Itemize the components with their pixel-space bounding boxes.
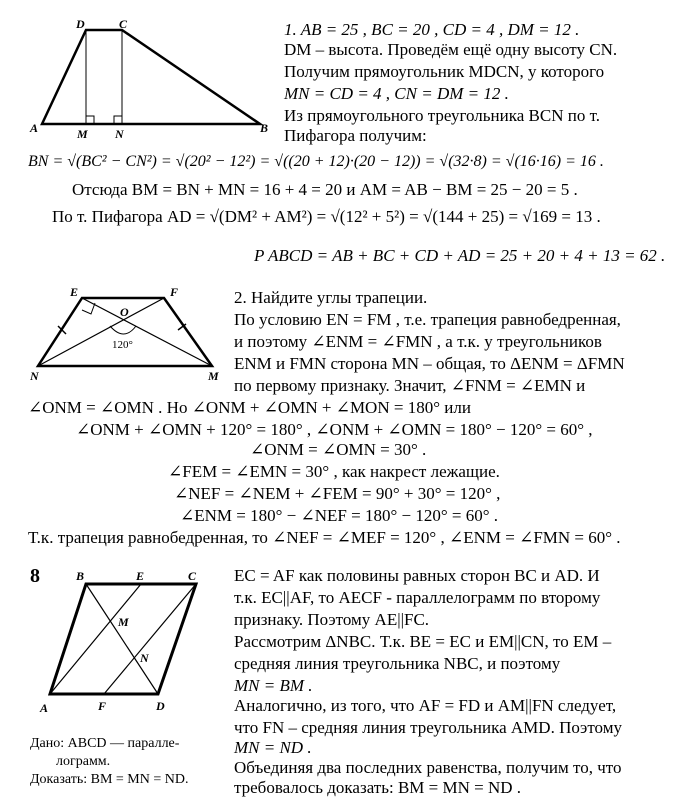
p1-line-3: Получим прямоугольник MDCN, у которого	[284, 62, 605, 81]
p2-line-2: По условию EN = FM , т.е. трапеция равнобедренная,	[234, 310, 621, 329]
p1-line-5: Из прямоугольного треугольника BCN по т.	[284, 106, 600, 125]
p2-line-6: ∠ONM = ∠OMN . Но ∠ONM + ∠OMN + ∠MON = 180° или	[28, 398, 471, 417]
label-b: B	[260, 121, 269, 135]
p8-line-3: признаку. Поэтому AE||FC.	[234, 610, 430, 629]
label-d8: D	[156, 699, 165, 713]
p8-line-8: что FN – средняя линия треугольника AMD. Поэтому	[234, 718, 622, 737]
label-f8: F	[98, 699, 107, 713]
label-e: E	[70, 286, 79, 299]
p8-line-7: Аналогично, из того, что AF = FD и AM||FN следует,	[234, 696, 617, 715]
label-o: O	[120, 305, 129, 319]
label-n2: N	[30, 369, 39, 383]
p2-line-1: 2. Найдите углы трапеции.	[234, 288, 428, 307]
p8-line-5: средняя линия треугольника NBC, и поэтому	[234, 654, 561, 673]
p1-line-9: По т. Пифагора AD = √(DM² + AM²) = √(12² + 5²) = √(144 + 25) = √169 = 13 .	[52, 207, 601, 226]
label-m8: M	[118, 615, 129, 629]
p2-line-4: ENM и FMN сторона MN – общая, то ΔENM = ΔFMN	[234, 354, 625, 373]
p8-line-11: требовалось доказать: BM = MN = ND .	[234, 778, 522, 797]
p1-line-7: BN = √(BC² − CN²) = √(20² − 12²) = √((20 + 12)·(20 − 12)) = √(32·8) = √(16·16) = 16 .	[28, 153, 604, 170]
label-d: D	[76, 17, 85, 31]
p8-line-6: MN = BM .	[234, 676, 313, 695]
label-m2: M	[208, 369, 219, 383]
p2-line-3: и поэтому ∠ENM = ∠FMN , а т.к. у треугольников	[234, 332, 602, 351]
label-f: F	[170, 286, 179, 299]
p2-line-7: ∠ONM + ∠OMN + 120° = 180° , ∠ONM + ∠OMN = 180° − 120° = 60° ,	[76, 420, 593, 439]
p1-line-1: 1. AB = 25 , BC = 20 , CD = 4 , DM = 12 .	[284, 20, 580, 39]
p2-line-5: по первому признаку. Значит, ∠FNM = ∠EMN и	[234, 376, 586, 395]
label-n8: N	[140, 651, 149, 665]
p8-line-2: т.к. EC||AF, то AECF - параллелограмм по второму	[234, 588, 601, 607]
p2-line-8: ∠ONM = ∠OMN = 30° .	[250, 440, 427, 459]
p8-line-1: EC = AF как половины равных сторон BC и AD. И	[234, 566, 600, 585]
p2-line-9: ∠FEM = ∠EMN = 30° , как накрест лежащие.	[168, 462, 500, 481]
label-c: C	[119, 17, 128, 31]
given-line-2: лограмм.	[56, 754, 111, 769]
p1-perimeter: P ABCD = AB + BC + CD + AD = 25 + 20 + 4 + 13 = 62 .	[254, 246, 666, 265]
label-b8: B	[76, 569, 85, 583]
p1-line-2: DM – высота. Проведём ещё одну высоту CN.	[284, 40, 618, 59]
label-c8: C	[188, 569, 197, 583]
label-e8: E	[136, 569, 145, 583]
p1-line-6: Пифагора получим:	[284, 126, 427, 145]
prove-line: Доказать: BM = MN = ND.	[30, 772, 189, 787]
p2-line-10: ∠NEF = ∠NEM + ∠FEM = 90° + 30° = 120° ,	[174, 484, 501, 503]
p2-line-12: Т.к. трапеция равнобедренная, то ∠NEF = ∠MEF = 120° , ∠ENM = ∠FMN = 60° .	[28, 528, 621, 547]
label-m: M	[77, 127, 88, 140]
label-a: A	[30, 121, 39, 135]
p8-line-9: MN = ND .	[234, 738, 312, 757]
angle-label: 120°	[112, 339, 133, 351]
label-n: N	[115, 127, 124, 140]
label-a8: A	[40, 701, 49, 715]
p2-line-11: ∠ENM = 180° − ∠NEF = 180° − 120° = 60° .	[180, 506, 499, 525]
parallelogram-abcd-figure	[38, 566, 218, 716]
isosceles-trapezoid-enmf-figure	[30, 286, 230, 386]
p8-line-4: Рассмотрим ΔNBC. Т.к. BE = EC и EM||CN, то EM –	[234, 632, 612, 651]
trapezoid-abcd-figure	[28, 12, 278, 140]
problem-number-8: 8	[30, 565, 40, 587]
p1-line-8: Отсюда BM = BN + MN = 16 + 4 = 20 и AM = AB − BM = 25 − 20 = 5 .	[72, 180, 578, 199]
p1-line-4: MN = CD = 4 , CN = DM = 12 .	[284, 84, 509, 103]
given-line-1: Дано: ABCD — паралле-	[30, 736, 180, 751]
p8-line-10: Объединяя два последних равенства, получим то, что	[234, 758, 622, 777]
